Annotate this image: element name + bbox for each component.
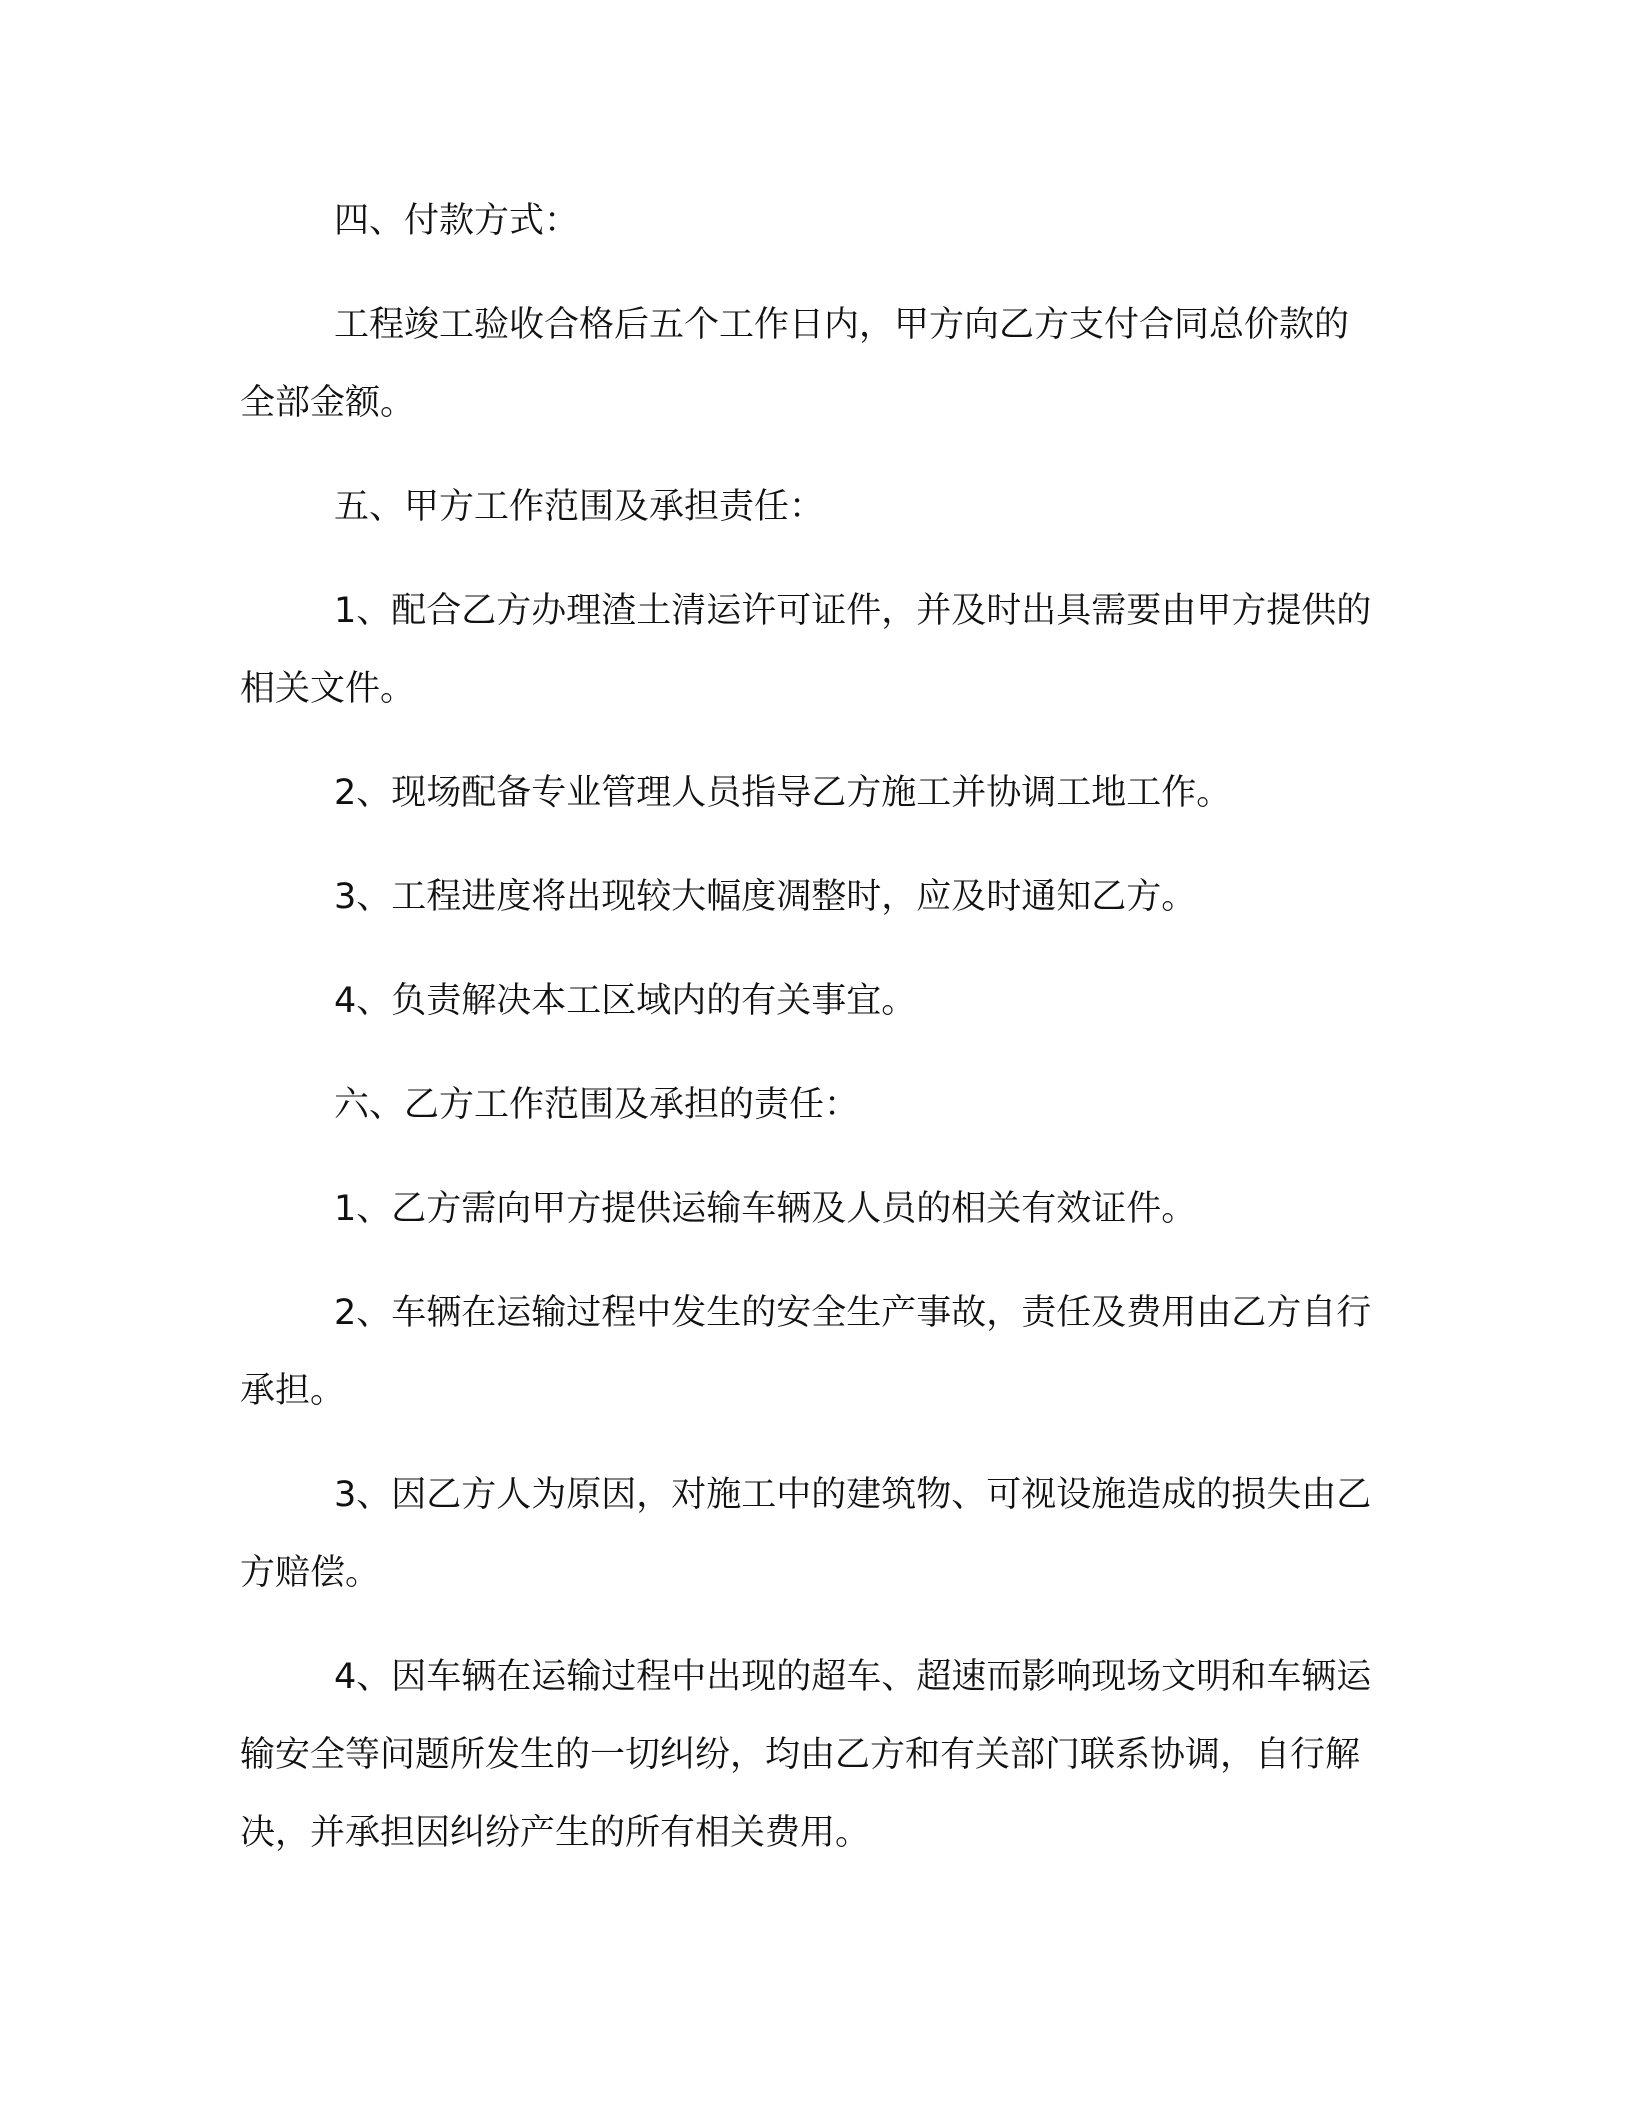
party-a-item-1: 1、配合乙方办理渣土清运许可证件，并及时出具需要由甲方提供的相关文件。 bbox=[240, 591, 1372, 709]
party-b-item-4: 4、因车辆在运输过程中出现的超车、超速而影响现场文明和车辆运输安全等问题所发生的一切纠纷，均由乙方和有关部门联系协调，自行解决，并承担因纠纷产生的所有相关费用。 bbox=[240, 1657, 1372, 1853]
party-a-item-4: 4、负责解决本工区域内的有关事宜。 bbox=[334, 981, 917, 1021]
party-b-item-1: 1、乙方需向甲方提供运输车辆及人员的相关有效证件。 bbox=[334, 1189, 1197, 1229]
party-b-item-2: 2、车辆在运输过程中发生的安全生产事故，责任及费用由乙方自行承担。 bbox=[240, 1293, 1372, 1411]
paragraph-payment-terms: 工程竣工验收合格后五个工作日内，甲方向乙方支付合同总价款的全部金额。 bbox=[240, 305, 1350, 423]
party-b-item-3: 3、因乙方人为原因，对施工中的建筑物、可视设施造成的损失由乙方赔偿。 bbox=[240, 1475, 1372, 1593]
section-heading-party-b: 六、乙方工作范围及承担的责任： bbox=[334, 1085, 860, 1125]
document-body bbox=[240, 182, 1375, 1898]
section-heading-party-a: 五、甲方工作范围及承担责任： bbox=[334, 487, 825, 527]
section-heading-payment: 四、付款方式： bbox=[334, 201, 580, 241]
party-a-item-2: 2、现场配备专业管理人员指导乙方施工并协调工地工作。 bbox=[334, 773, 1232, 813]
party-a-item-3: 3、工程进度将出现较大幅度凋整时，应及时通知乙方。 bbox=[334, 877, 1197, 917]
